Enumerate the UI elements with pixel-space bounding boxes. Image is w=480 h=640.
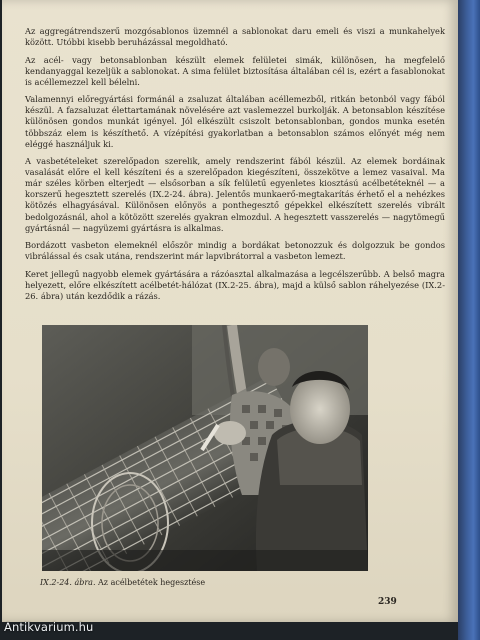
paragraph-4: A vasbetételeket szerelőpadon szerelik, amely rendszerint fából készül. Az elemek bordáinak vasalását előre el kell készíteni és a szerelőpadon kiegészíteni, összekötve a lemez vasaival. Ma már széles körben elterjedt — elsősorban a sík felületű egyenletes kiosztású acélbetéteknél — a korszerű hegesztett szerelés (IX.2-24. ábra). Jelentős munkaerő-megtakarítás érhető el a nehézkes kötözés elhagyásával. Különösen előnyös a ponthegesztő gépekkel elkészített szerelés vibrált bedolgozásnál, ahol a kötözött szerelés gyakran elmozdul. A hegesztett vasszerelés — nagytömegű gyártásnál — nagyüzemi gyártásra is alkalmas.: [25, 156, 445, 233]
paragraph-6: Keret jellegű nagyobb elemek gyártására a rázóasztal alkalmazása a legcélszerűbb. A belső magra helyezett, előre elkészített acélbetét-hálózat (IX.2-25. ábra), majd a külső sablon ráhelyezése (IX.2-26. ábra) után kezdődik a rázás.: [25, 268, 445, 301]
book-spine-edge: [458, 0, 480, 640]
figure-caption-number: IX.2-24. ábra.: [40, 578, 96, 587]
figure-caption: [40, 578, 205, 587]
site-watermark: Antikvarium.hu: [4, 620, 94, 634]
paragraph-1: Az aggregátrendszerű mozgósablonos üzemnél a sablonokat daru emeli és viszi a munkahelyek között. Utóbbi kisebb beruházással megoldható.: [25, 26, 445, 48]
paragraph-3: Valamennyi előregyártási formánál a zsaluzat általában acéllemezből, ritkán betonból vagy fából készül. A fazsaluzat élettartamának növelésére azt vaslemezzel burkolják. A betonsablon készítése különösen gondos munkát igényel. Jól elkészült csiszolt betonsablonban, gondos munka esetén többszáz elem is készíthető. A vízépítési gyakorlatban a betonsablon számos előnyét még nem eléggé használjuk ki.: [25, 94, 445, 149]
book-page: [2, 0, 458, 622]
paragraph-2: Az acél- vagy betonsablonban készült elemek felületei simák, különösen, ha megfelelő kendanyaggal kezeljük a sablonokat. A sima felület biztosítása általában cél is, ezért a fasablonokat is acéllemezzel kell bélelni.: [25, 54, 445, 87]
body-text: [25, 26, 445, 308]
paragraph-5: Bordázott vasbeton elemeknél először mindig a bordákat betonozzuk és dolgozzuk be gondos vibrálással és csak utána, rendszerint már lapvibrátorral a vasbeton lemezt.: [25, 240, 445, 262]
page-number: 239: [378, 597, 397, 607]
figure-caption-text: Az acélbetétek hegesztése: [98, 578, 206, 587]
welding-photograph: [42, 325, 368, 571]
